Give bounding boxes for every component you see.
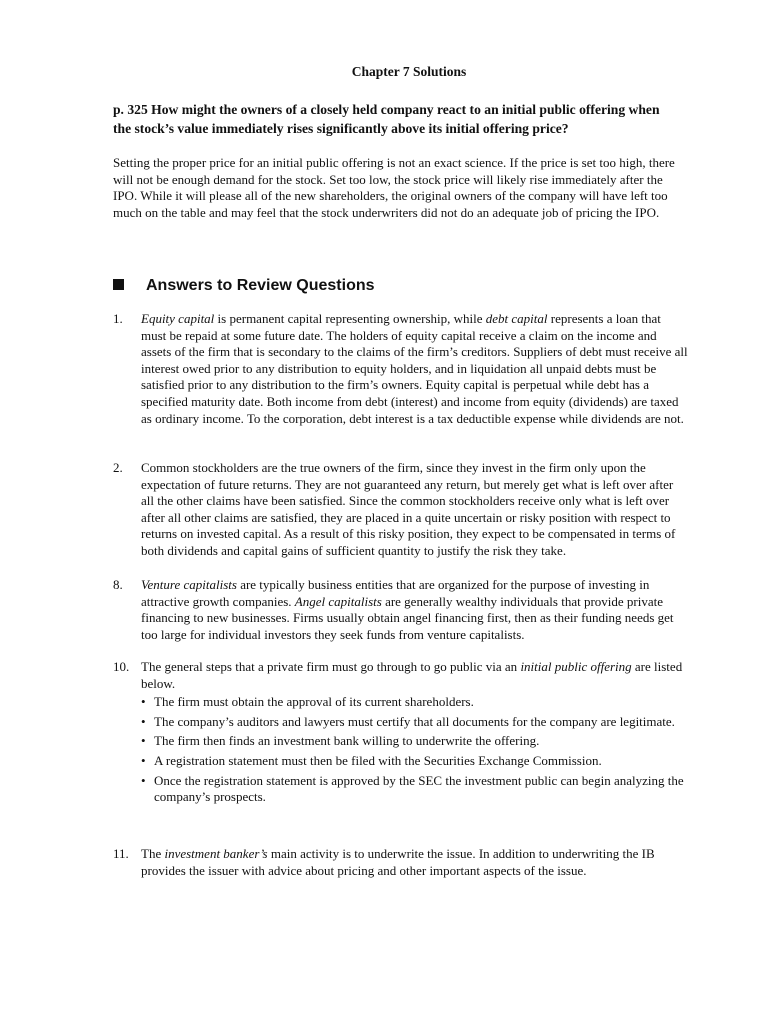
- list-item-text: The firm must obtain the approval of its current shareholders.: [154, 694, 474, 710]
- item-number: 8.: [113, 577, 123, 592]
- term-angel-capitalists: Angel capitalists: [294, 593, 382, 609]
- item-number: 2.: [113, 460, 123, 475]
- list-item: [141, 733, 688, 750]
- bullet-icon: •: [141, 752, 146, 768]
- list-item-text: A registration statement must then be filed with the Securities Exchange Commission.: [154, 752, 602, 768]
- section-heading: [113, 277, 375, 295]
- list-item: [141, 694, 688, 711]
- section-heading-text: Answers to Review Questions: [146, 277, 375, 294]
- item-number: 10.: [113, 659, 130, 674]
- term-venture-capitalists: Venture capitalists: [141, 577, 237, 592]
- item-text: are generally wealthy individuals that provide private financing to new businesses. Firms usually obtain angel financing first, then as their funding needs get too large for individual investors they seek funds from venture capitalists.: [141, 593, 674, 642]
- chapter-title: Chapter 7 Solutions: [351, 64, 467, 79]
- bullet-icon: •: [141, 772, 146, 788]
- review-answer-1: [113, 311, 688, 427]
- term-equity-capital: Equity capital: [141, 311, 215, 326]
- review-answer-11: [113, 846, 688, 879]
- list-item: [141, 773, 688, 806]
- answer-paragraph: Setting the proper price for an initial public offering is not an exact science. If the price is set too high, there will not be enough demand for the stock. Set too low, the stock price will likely rise immediately after the IPO. While it will please all of the new shareholders, the original owners of the company will have left too much on the table and may feel that the stock underwriters did not do an adequate job of pricing the IPO.: [113, 155, 675, 220]
- item-text: represents a loan that must be repaid at some future date. The holders of equity capital receive a claim on the income and assets of the firm that is secondary to the claims of the firm’s creditors. Suppliers of debt must receive all interest owed prior to any distribution to equity holders, and in liquidation all unpaid debts must be satisfied prior to any distribution to the firm’s owners. Equity capital is perpetual while debt has a specified maturity date. Both income from debt (interest) and income from equity (dividends) are taxed as ordinary income. To the corporation, debt interest is a tax deductible expense while dividends are not.: [141, 311, 688, 426]
- item-text: are listed below.: [141, 659, 683, 691]
- item-number: 1.: [113, 311, 123, 326]
- item-number: 11.: [113, 846, 129, 861]
- square-bullet-icon: [113, 279, 124, 290]
- item-body: [141, 311, 688, 427]
- list-item: [141, 753, 688, 770]
- list-item-text: The company’s auditors and lawyers must certify that all documents for the company are legitimate.: [154, 713, 675, 729]
- item-text: main activity is to underwrite the issue. In addition to underwriting the IB provides the issuer with advice about pricing and other important aspects of the issue.: [141, 846, 655, 878]
- term-initial-public-offering: initial public offering: [520, 659, 632, 674]
- item-text: The general steps that a private firm must go through to go public via an: [141, 659, 521, 674]
- item-text: is permanent capital representing ownership, while: [214, 311, 486, 326]
- item-text: are typically business entities that are organized for the purpose of investing in attractive growth companies.: [141, 577, 650, 609]
- review-answer-8: [113, 577, 688, 643]
- term-debt-capital: debt capital: [485, 311, 548, 326]
- bullet-icon: •: [141, 694, 146, 710]
- bullet-icon: •: [141, 733, 146, 749]
- list-item: [141, 714, 688, 731]
- ipo-steps-list: [141, 694, 688, 806]
- term-investment-banker: investment banker’s: [164, 846, 268, 861]
- item-body: [141, 846, 688, 879]
- list-item-text: Once the registration statement is approved by the SEC the investment public can begin analyzing the company’s prospects.: [154, 772, 684, 805]
- item-body: [141, 659, 688, 806]
- review-answer-10: [113, 659, 688, 809]
- item-body: Common stockholders are the true owners of the firm, since they invest in the firm only upon the expectation of future returns. They are not guaranteed any return, but merely get what is left over after all the other claims have been satisfied. Since the common stockholders receive only what is left over after all other claims are satisfied, they are placed in a quite uncertain or risky position with respect to returns on invested capital. As a result of this risky position, they expect to be compensated in terms of both dividends and capital gains of sufficient quantity to justify the risk they take.: [141, 460, 676, 558]
- bullet-icon: •: [141, 713, 146, 729]
- question-text: p. 325 How might the owners of a closely held company react to an initial public offering when the stock’s value immediately rises significantly above its initial offering price?: [113, 102, 660, 136]
- item-text: The: [141, 846, 165, 861]
- list-item-text: The firm then finds an investment bank willing to underwrite the offering.: [154, 733, 540, 749]
- review-answer-2: [113, 460, 688, 560]
- item-body: [141, 577, 688, 643]
